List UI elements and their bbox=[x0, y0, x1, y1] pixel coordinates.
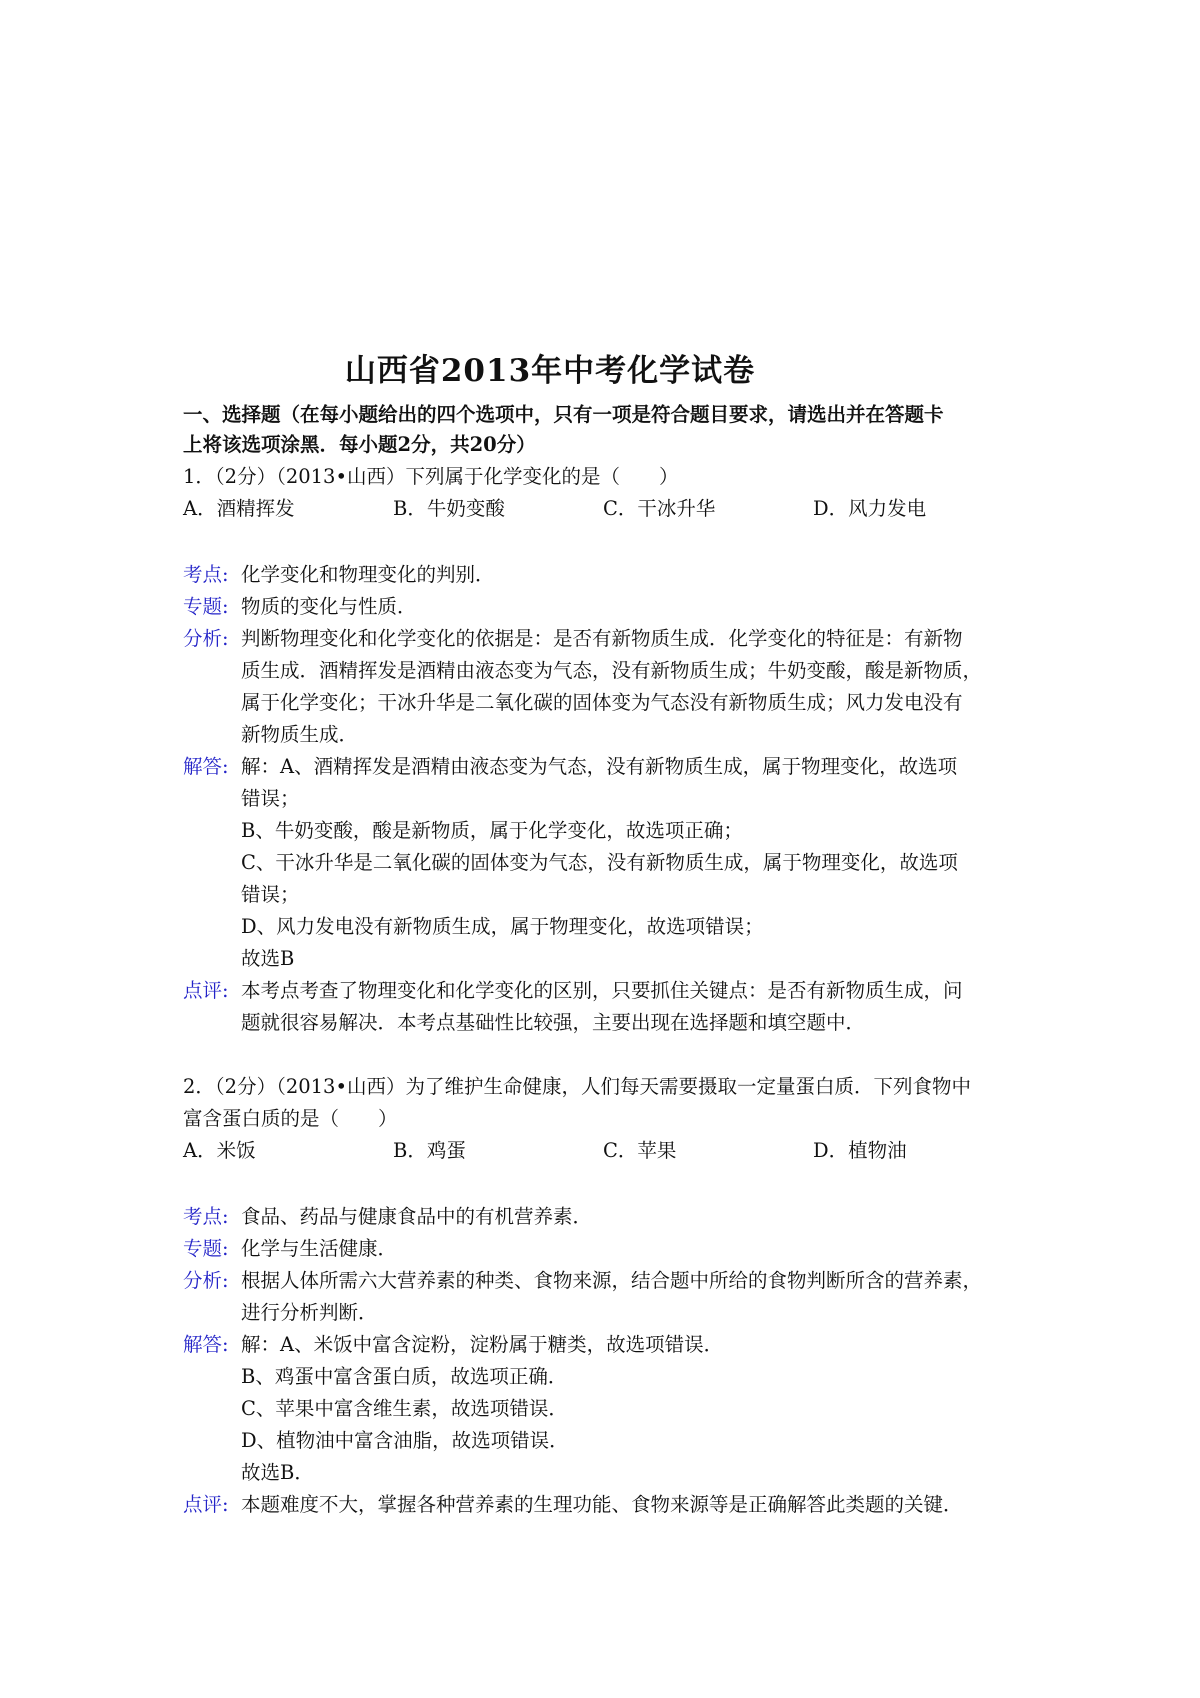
q2-zhuanti-label: 专题: bbox=[183, 1237, 229, 1260]
q2-kaodian-text: 食品、药品与健康食品中的有机营养素． bbox=[241, 1205, 593, 1228]
q2-option-b: B．鸡蛋 bbox=[393, 1139, 466, 1162]
q1-jieda-line: B、牛奶变酸，酸是新物质，属于化学变化，故选项正确； bbox=[241, 819, 743, 842]
q1-dianping-line: 本考点考查了物理变化和化学变化的区别，只要抓住关键点：是否有新物质生成，问 bbox=[241, 979, 963, 1002]
q1-option-d: D．风力发电 bbox=[813, 497, 927, 520]
q2-zhuanti-text: 化学与生活健康． bbox=[241, 1237, 398, 1260]
q1-fenxi-line: 判断物理变化和化学变化的依据是：是否有新物质生成．化学变化的特征是：有新物 bbox=[241, 627, 963, 650]
q2-option-c: C．苹果 bbox=[603, 1139, 677, 1162]
q2-dianping-line: 本题难度不大，掌握各种营养素的生理功能、食物来源等是正确解答此类题的关键． bbox=[241, 1493, 963, 1516]
q1-option-a: A．酒精挥发 bbox=[183, 497, 295, 520]
q2-jieda-line: 故选B． bbox=[241, 1461, 314, 1484]
q2-stem-line: 2．（2分）（2013•山西）为了维护生命健康，人们每天需要摄取一定量蛋白质．下列食物中 bbox=[183, 1075, 971, 1098]
q1-zhuanti-label: 专题: bbox=[183, 595, 229, 618]
q2-fenxi-line: 根据人体所需六大营养素的种类、食物来源，结合题中所给的食物判断所含的营养素， bbox=[241, 1269, 983, 1292]
q2-kaodian-label: 考点: bbox=[183, 1205, 229, 1228]
q2-option-a: A．米饭 bbox=[183, 1139, 256, 1162]
q1-zhuanti-text: 物质的变化与性质． bbox=[241, 595, 417, 618]
q1-fenxi-line: 新物质生成． bbox=[241, 723, 359, 746]
q2-dianping-label: 点评: bbox=[183, 1493, 229, 1516]
q2-stem-line: 富含蛋白质的是（ ） bbox=[183, 1107, 398, 1130]
q1-jieda-line: 解：A、酒精挥发是酒精由液态变为气态，没有新物质生成，属于物理变化，故选项 bbox=[241, 755, 958, 778]
q2-jieda-line: B、鸡蛋中富含蛋白质，故选项正确． bbox=[241, 1365, 568, 1388]
q1-jieda-line: C、干冰升华是二氧化碳的固体变为气态，没有新物质生成，属于物理变化，故选项 bbox=[241, 851, 958, 874]
q2-fenxi-line: 进行分析判断． bbox=[241, 1301, 378, 1324]
q1-jieda-label: 解答: bbox=[183, 755, 229, 778]
q1-jieda-line: 错误； bbox=[241, 883, 300, 906]
q1-jieda-line: D、风力发电没有新物质生成，属于物理变化，故选项错误； bbox=[241, 915, 764, 938]
q1-stem: 1．（2分）（2013•山西）下列属于化学变化的是（ ） bbox=[183, 465, 679, 488]
q1-option-b: B．牛奶变酸 bbox=[393, 497, 505, 520]
q2-jieda-label: 解答: bbox=[183, 1333, 229, 1356]
q2-option-d: D．植物油 bbox=[813, 1139, 907, 1162]
q2-jieda-line: C、苹果中富含维生素，故选项错误． bbox=[241, 1397, 568, 1420]
q2-jieda-line: 解：A、米饭中富含淀粉，淀粉属于糖类，故选项错误． bbox=[241, 1333, 724, 1356]
q1-kaodian-text: 化学变化和物理变化的判别． bbox=[241, 563, 495, 586]
q1-fenxi-line: 质生成．酒精挥发是酒精由液态变为气态，没有新物质生成；牛奶变酸，酸是新物质， bbox=[241, 659, 983, 682]
q1-fenxi-label: 分析: bbox=[183, 627, 229, 650]
q1-dianping-label: 点评: bbox=[183, 979, 229, 1002]
q1-dianping-line: 题就很容易解决．本考点基础性比较强，主要出现在选择题和填空题中． bbox=[241, 1011, 866, 1034]
q1-fenxi-line: 属于化学变化；干冰升华是二氧化碳的固体变为气态没有新物质生成；风力发电没有 bbox=[241, 691, 963, 714]
page-title: 山西省2013年中考化学试卷 bbox=[344, 353, 756, 389]
q1-kaodian-label: 考点: bbox=[183, 563, 229, 586]
section-heading-line-1: 一、选择题（在每小题给出的四个选项中，只有一项是符合题目要求，请选出并在答题卡 bbox=[183, 403, 944, 426]
q2-jieda-line: D、植物油中富含油脂，故选项错误． bbox=[241, 1429, 569, 1452]
section-heading-line-2: 上将该选项涂黑．每小题2分，共20分） bbox=[183, 433, 536, 456]
q1-jieda-line: 错误； bbox=[241, 787, 300, 810]
q1-option-c: C．干冰升华 bbox=[603, 497, 716, 520]
q1-jieda-line: 故选B bbox=[241, 947, 295, 970]
q2-fenxi-label: 分析: bbox=[183, 1269, 229, 1292]
